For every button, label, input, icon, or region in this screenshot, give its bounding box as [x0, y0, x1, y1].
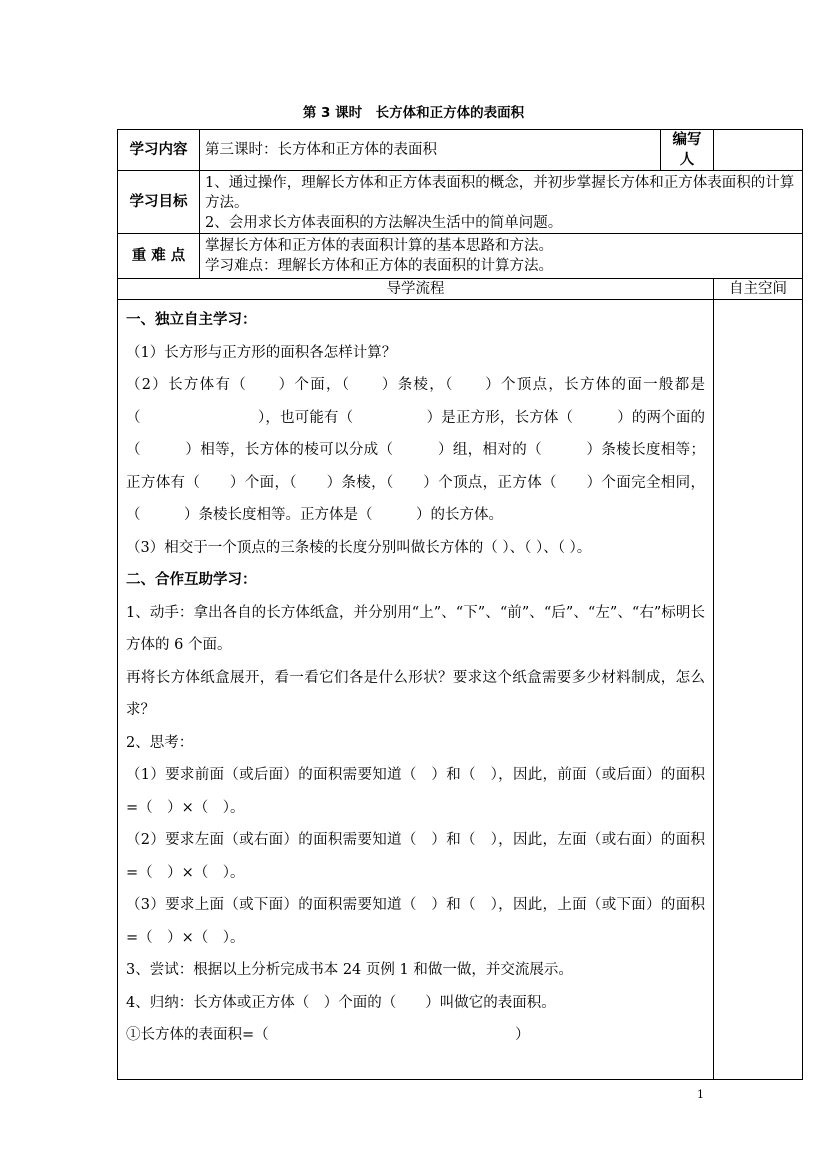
activity: （1）要求前面（或后面）的面积需要知道（ ）和（ ），因此，前面（或后面）的面积=（ ）×（ ）。: [126, 767, 705, 816]
author-label: 编写人: [661, 130, 714, 171]
flow-header: 导学流程: [118, 279, 714, 300]
flow-content: [118, 300, 714, 1080]
activity: ①长方体的表面积=（ ）: [126, 1027, 530, 1043]
key-points-row: [118, 234, 803, 279]
question: （2）长方体有（ ）个面，（ ）条棱，（ ）个顶点，长方体的面一般都是（ ），也可能有（ ）是正方形，长方体（ ）的两个面的（ ）相等，长方体的棱可以分成（ ）组，相对的（ ）条棱长度相等；正方体有（ ）个面，（ ）条棱，（ ）个顶点，正方体（ ）个面完全相同，（ ）条棱长度相等。正方体是（ ）的长方体。: [126, 377, 705, 523]
author-value: [714, 130, 803, 171]
goals-label: 学习目标: [118, 171, 200, 234]
page-title: 第 3 课时 长方体和正方体的表面积: [302, 105, 525, 121]
section-title: 一、独立自主学习：: [126, 312, 257, 328]
question: （3）相交于一个顶点的三条棱的长度分别叫做长方体的（ ）、（ ）、（ ）。: [126, 539, 592, 556]
page-number: 1: [697, 1088, 704, 1101]
self-space-cell: [714, 300, 803, 1080]
goals-row: [118, 171, 803, 234]
content-row: [118, 130, 803, 171]
activity: （2）要求左面（或右面）的面积需要知道（ ）和（ ），因此，左面（或右面）的面积=（ ）×（ ）。: [126, 832, 705, 881]
flow-header-row: [118, 279, 803, 300]
activity: （3）要求上面（或下面）的面积需要知道（ ）和（ ），因此，上面（或下面）的面积=（ ）×（ ）。: [126, 897, 705, 946]
key-point-item: 掌握长方体和正方体的表面积计算的基本思路和方法。: [205, 238, 553, 254]
key-point-item: 学习难点：理解长方体和正方体的表面积的计算方法。: [205, 258, 553, 274]
key-points-label: 重 难 点: [118, 234, 200, 279]
lesson-table: [117, 129, 803, 1080]
activity: 再将长方体纸盒展开，看一看它们各是什么形状？要求这个纸盒需要多少材料制成，怎么求？: [126, 669, 705, 718]
activity: 2、思考：: [126, 734, 194, 751]
key-points-cell: [200, 234, 803, 279]
content-label: 学习内容: [118, 130, 200, 171]
space-header: 自主空间: [714, 279, 803, 300]
content-value: 第三课时：长方体和正方体的表面积: [200, 130, 661, 171]
flow-body-row: [118, 300, 803, 1080]
goal-item: 1、通过操作，理解长方体和正方体表面积的概念，并初步掌握长方体和正方体表面积的计算方法。: [205, 175, 795, 211]
section-title: 二、合作互助学习：: [126, 572, 257, 588]
goal-item: 2、会用求长方体表面积的方法解决生活中的简单问题。: [205, 215, 563, 231]
activity: 4、归纳：长方体或正方体（ ）个面的（ ）叫做它的表面积。: [126, 994, 556, 1011]
question: （1）长方形与正方形的面积各怎样计算？: [126, 344, 397, 361]
activity: 1、动手：拿出各自的长方体纸盒，并分别用“上”、“下”、“前”、“后”、“左”、“右”标明长方体的 6 个面。: [126, 604, 705, 653]
goals-cell: [200, 171, 803, 234]
activity: 3、尝试：根据以上分析完成书本 24 页例 1 和做一做，并交流展示。: [126, 962, 573, 978]
